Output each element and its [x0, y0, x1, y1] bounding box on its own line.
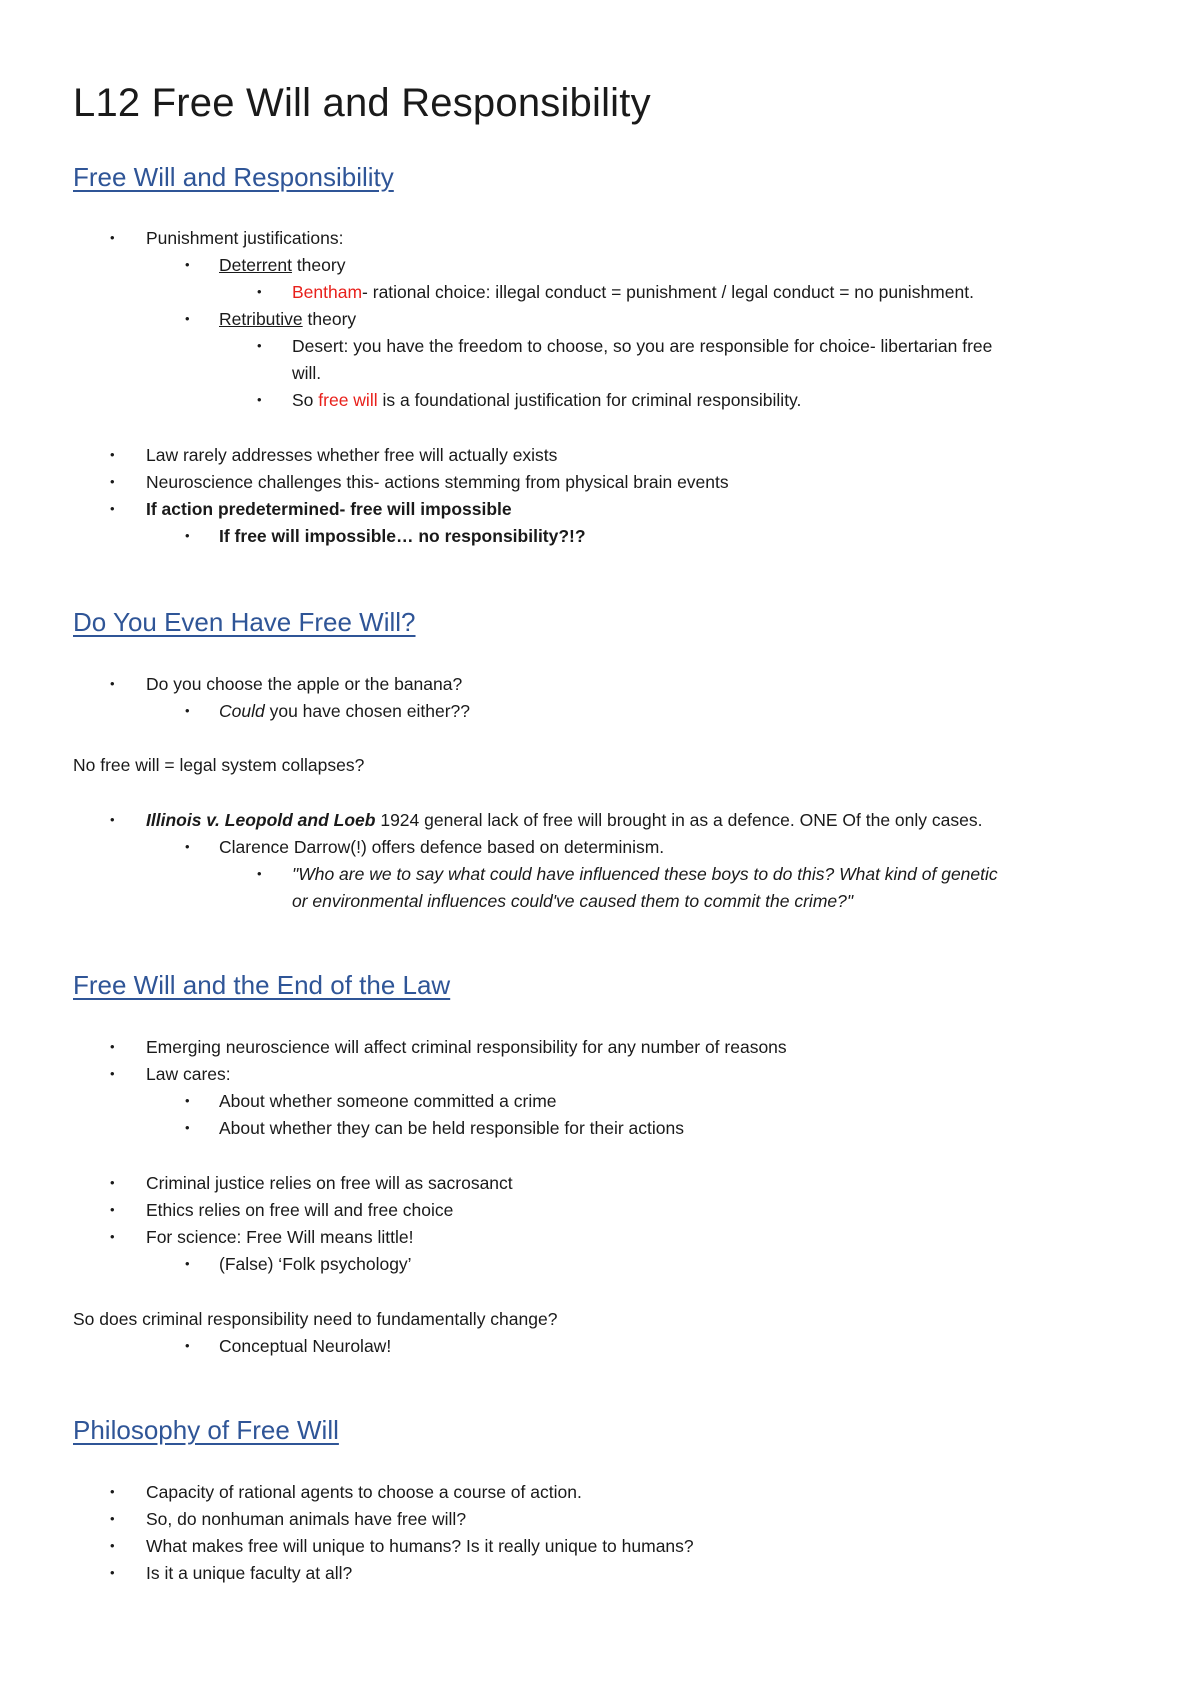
so-post: is a foundational justification for criminal responsibility.	[377, 390, 802, 410]
list-item-emerging: Emerging neuroscience will affect criminal responsibility for any number of reasons	[146, 1037, 787, 1057]
list-item-punishment: Punishment justifications:	[146, 228, 344, 248]
illinois-rest: 1924 general lack of free will brought in as a defence. ONE Of the only cases.	[375, 810, 983, 830]
list-item-for-science: For science: Free Will means little!	[146, 1227, 414, 1247]
list-item-so-free-will	[292, 388, 801, 412]
bullet-icon: •	[110, 474, 115, 489]
bentham-rest: - rational choice: illegal conduct = punishment / legal conduct = no punishment.	[362, 282, 974, 302]
bullet-icon: •	[185, 1093, 190, 1108]
list-item-apple: Do you choose the apple or the banana?	[146, 674, 463, 694]
list-item-unique: What makes free will unique to humans? Is it really unique to humans?	[146, 1536, 694, 1556]
deterrent-rest: theory	[291, 255, 346, 275]
section-heading-philosophy-of-free-will: Philosophy of Free Will	[73, 1415, 339, 1445]
list-item-illinois	[146, 808, 982, 832]
bullet-icon: •	[257, 338, 262, 353]
list-item-desert-continued: will.	[292, 363, 322, 383]
list-item-capacity: Capacity of rational agents to choose a course of action.	[146, 1482, 582, 1502]
list-item-folk-psychology: (False) ‘Folk psychology’	[219, 1254, 412, 1274]
bullet-icon: •	[185, 311, 190, 326]
list-item-if-impossible: If free will impossible… no responsibility?!?	[219, 526, 586, 546]
document-title: L12 Free Will and Responsibility	[73, 81, 651, 125]
bullet-icon: •	[110, 812, 115, 827]
list-item-animals: So, do nonhuman animals have free will?	[146, 1509, 467, 1529]
list-item-could	[219, 699, 470, 723]
bullet-icon: •	[110, 1229, 115, 1244]
bullet-icon: •	[110, 1538, 115, 1553]
bullet-icon: •	[110, 1066, 115, 1081]
bullet-icon: •	[185, 528, 190, 543]
section-heading-do-you-even-have-free-will: Do You Even Have Free Will?	[73, 607, 416, 637]
list-item-retributive	[219, 307, 356, 331]
section-heading-free-will-and-the-end-of-the-law: Free Will and the End of the Law	[73, 970, 451, 1000]
deterrent-term: Deterrent	[219, 255, 292, 275]
list-item-neurolaw: Conceptual Neurolaw!	[219, 1336, 392, 1356]
paragraph-so-does: So does criminal responsibility need to fundamentally change?	[73, 1309, 558, 1329]
list-item-faculty: Is it a unique faculty at all?	[146, 1563, 353, 1583]
bullet-icon: •	[110, 1175, 115, 1190]
list-item-neuroscience-challenges: Neuroscience challenges this- actions stemming from physical brain events	[146, 472, 729, 492]
section-heading-free-will-and-responsibility: Free Will and Responsibility	[73, 162, 394, 192]
bullet-icon: •	[185, 1338, 190, 1353]
list-item-quote: "Who are we to say what could have influenced these boys to do this? What kind of genetic	[292, 864, 998, 884]
list-item-darrow: Clarence Darrow(!) offers defence based on determinism.	[219, 837, 665, 857]
bullet-icon: •	[110, 1039, 115, 1054]
bullet-icon: •	[185, 1120, 190, 1135]
bullet-icon: •	[185, 839, 190, 854]
bullet-icon: •	[110, 676, 115, 691]
paragraph-no-free-will: No free will = legal system collapses?	[73, 755, 365, 775]
bullet-icon: •	[110, 230, 115, 245]
free-will-highlight: free will	[318, 390, 378, 410]
list-item-quote-continued: or environmental influences could've caused them to commit the crime?"	[292, 891, 854, 911]
case-name: Illinois v. Leopold and Loeb	[146, 810, 376, 830]
list-item-ethics: Ethics relies on free will and free choice	[146, 1200, 454, 1220]
could-rest: you have chosen either??	[264, 701, 471, 721]
list-item-if-predetermined: If action predetermined- free will impossible	[146, 499, 512, 519]
bullet-icon: •	[185, 703, 190, 718]
bullet-icon: •	[257, 392, 262, 407]
list-item-held-responsible: About whether they can be held responsible for their actions	[219, 1118, 685, 1138]
bullet-icon: •	[110, 1484, 115, 1499]
could-italic: Could	[219, 701, 265, 721]
list-item-deterrent	[219, 253, 345, 277]
bullet-icon: •	[110, 1202, 115, 1217]
list-item-desert: Desert: you have the freedom to choose, so you are responsible for choice- libertarian free	[292, 336, 993, 356]
bullet-icon: •	[185, 257, 190, 272]
retributive-term: Retributive	[219, 309, 303, 329]
bullet-icon: •	[110, 1565, 115, 1580]
list-item-law-rarely: Law rarely addresses whether free will actually exists	[146, 445, 558, 465]
list-item-law-cares: Law cares:	[146, 1064, 231, 1084]
bullet-icon: •	[257, 866, 262, 881]
list-item-bentham	[292, 280, 974, 304]
bullet-icon: •	[110, 1511, 115, 1526]
bullet-icon: •	[110, 447, 115, 462]
list-item-committed: About whether someone committed a crime	[219, 1091, 557, 1111]
bentham-name: Bentham	[292, 282, 363, 302]
bullet-icon: •	[257, 284, 262, 299]
so-pre: So	[292, 390, 319, 410]
bullet-icon: •	[110, 501, 115, 516]
bullet-icon: •	[185, 1256, 190, 1271]
retributive-rest: theory	[302, 309, 357, 329]
list-item-sacrosanct: Criminal justice relies on free will as sacrosanct	[146, 1173, 513, 1193]
